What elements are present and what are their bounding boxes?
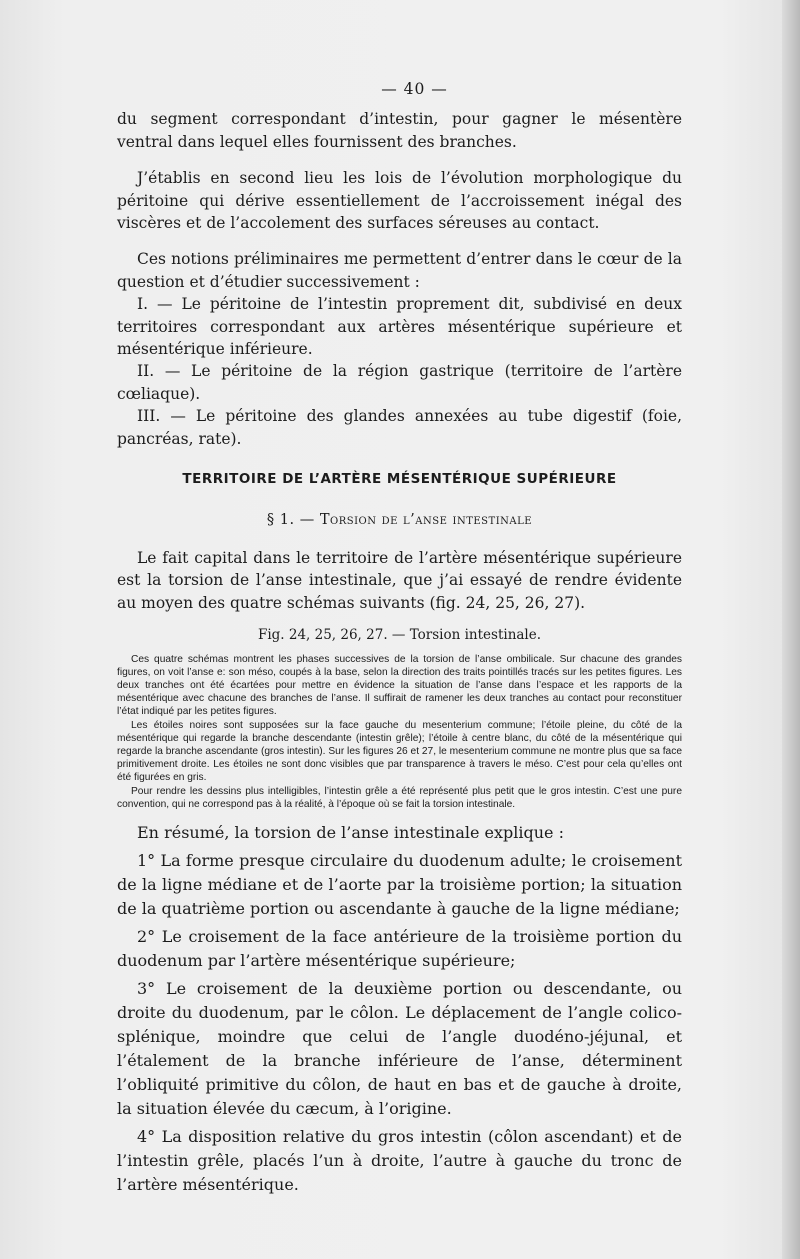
subheading: § 1. — Torsion de l’anse intestinale <box>266 511 533 528</box>
figure-caption: Fig. 24, 25, 26, 27. — Torsion intestinale. <box>257 627 542 644</box>
list-item-2: II. — Le péritoine de la région gastrique (territoire de l’artère cœliaque). <box>117 362 682 403</box>
document-body <box>117 78 682 1197</box>
summary-item: 4° La disposition relative du gros intestin (côlon ascendant) et de l’intestin grêle, placés l’un à droite, l’autre à gauche du tronc de l’artère mésentérique. <box>117 1126 682 1194</box>
summary-item: 1° La forme presque circulaire du duodenum adulte; le croisement de la ligne médiane et de l’aorte par la troisième portion; la situation de la quatrième portion ou ascendante à gauche de la ligne médiane; <box>117 850 682 918</box>
summary-item: 2° Le croisement de la face antérieure de la troisième portion du duodenum par l’artère mésentérique supérieure; <box>117 926 682 970</box>
figure-legend <box>117 653 682 811</box>
paragraph-laws: J’établis en second lieu les lois de l’évolution morphologique du péritoine qui dérive essentiellement de l’accroissement inégal des viscères et de l’accolement des surfaces séreuses au contact. <box>117 169 682 233</box>
list-item-1: I. — Le péritoine de l’intestin proprement dit, subdivisé en deux territoires correspondant aux artères mésentérique supérieure et mésentérique inférieure. <box>117 295 682 359</box>
paragraph-notions: Ces notions préliminaires me permettent d’entrer dans le cœur de la question et d’étudier successivement : <box>117 250 682 291</box>
paragraph-continuation: du segment correspondant d’intestin, pour gagner le mésentère ventral dans lequel elles fournissent des branches. <box>117 110 682 151</box>
page-number: — 40 — <box>381 80 448 98</box>
summary-intro: En résumé, la torsion de l’anse intestinale explique : <box>137 822 564 842</box>
page-edge-shadow <box>782 0 800 1259</box>
section-heading: TERRITOIRE DE L’ARTÈRE MÉSENTÉRIQUE SUPÉRIEURE <box>182 471 617 488</box>
summary-item: 3° Le croisement de la deuxième portion ou descendante, ou droite du duodenum, par le côlon. Le déplacement de l’angle colico-splénique, moindre que celui de l’angle duodéno-jéjunal, et l’étalement de la branche inférieure de l’anse, déterminent l’obliquité primitive du côlon, de haut en bas et de gauche à droite, la situation élevée du cæcum, à l’origine. <box>117 978 682 1118</box>
paragraph-main: Le fait capital dans le territoire de l’artère mésentérique supérieure est la torsion de l’anse intestinale, que j’ai essayé de rendre évidente au moyen des quatre schémas suivants (fig. 24, 25, 26, 27). <box>117 548 682 612</box>
legend-paragraph: Pour rendre les dessins plus intelligibles, l’intestin grêle a été représenté plus petit que le gros intestin. C’est une pure convention, qui ne correspond pas à la réalité, à l’époque où se fait la torsion intestinale. <box>117 785 682 810</box>
legend-paragraph: Les étoiles noires sont supposées sur la face gauche du mesenterium commune; l’étoile pleine, du côté de la mésentérique qui regarde la branche descendante (intestin grêle); l’étoile à centre blanc, du côté de la mésentérique qui regarde la branche ascendante (gros intestin). Sur les figures 26 et 27, le mesenterium commune ne montre plus que sa face primitivement droite. Les étoiles ne sont donc visibles que par transparence à travers le méso. C’est pour cela qu’elles ont été figurées en gris. <box>117 719 682 784</box>
summary <box>117 821 682 1197</box>
legend-paragraph: Ces quatre schémas montrent les phases successives de la torsion de l’anse ombilicale. Sur chacune des grandes figures, on voit l’anse e: son méso, coupés à la base, selon la direction des traits pointillés tracés sur les petites figures. Les deux tranches ont été écartées pour mettre en évidence la situation de l’anse dans l’espace et les rapports de la mésentérique avec chacune des branches de l’anse. Il suffirait de ramener les deux tranches au contact pour reconstituer l’état indiqué par les petites figures. <box>117 653 682 718</box>
list-item-3: III. — Le péritoine des glandes annexées au tube digestif (foie, pancréas, rate). <box>117 407 682 448</box>
